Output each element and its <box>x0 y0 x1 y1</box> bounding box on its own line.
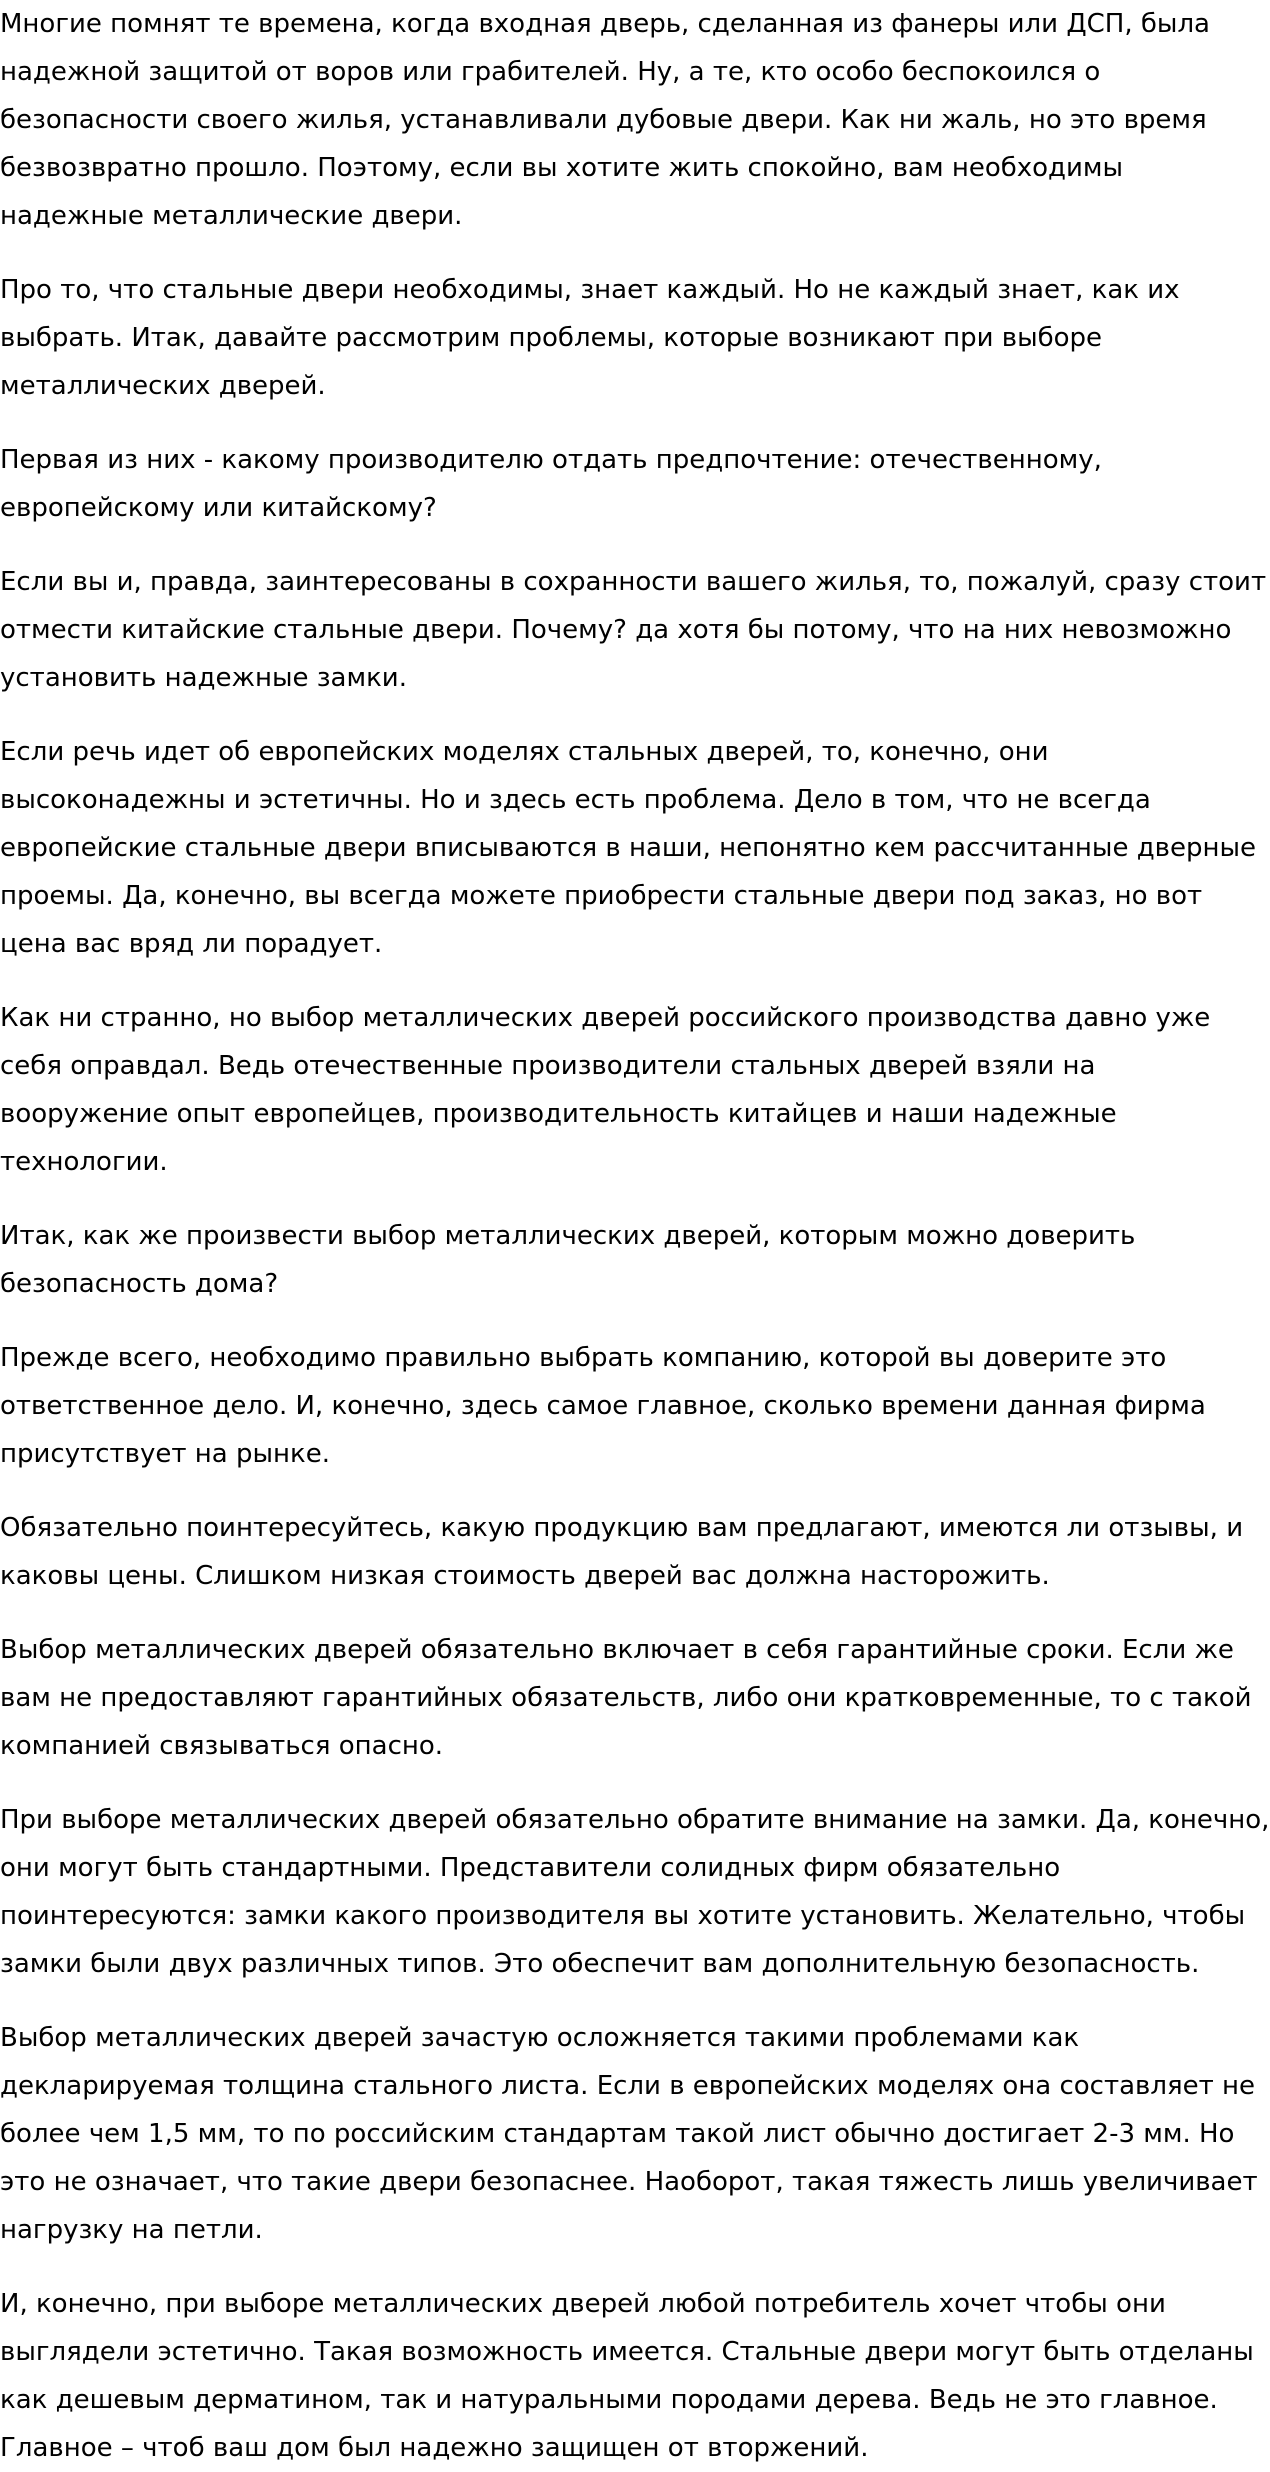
paragraph: Обязательно поинтересуйтесь, какую продукцию вам предлагают, имеются ли отзывы, и каковы цены. Слишком низкая стоимость дверей вас должна насторожить. <box>0 1513 1244 1591</box>
paragraph: Первая из них - какому производителю отдать предпочтение: отечественному, европейскому или китайскому? <box>0 445 1102 523</box>
paragraph: Итак, как же произвести выбор металлических дверей, которым можно доверить безопасность дома? <box>0 1221 1136 1299</box>
paragraph: Как ни странно, но выбор металлических дверей российского производства давно уже себя оправдал. Ведь отечественные производители стальных дверей взяли на вооружение опыт европейцев, производительность китайцев и наши надежные технологии. <box>0 1003 1211 1177</box>
paragraph: Если вы и, правда, заинтересованы в сохранности вашего жилья, то, пожалуй, сразу стоит отмести китайские стальные двери. Почему? да хотя бы потому, что на них невозможно установить надежные замки. <box>0 567 1267 693</box>
paragraph: Многие помнят те времена, когда входная дверь, сделанная из фанеры или ДСП, была надежной защитой от воров или грабителей. Ну, а те, кто особо беспокоился о безопасности своего жилья, устанавливали дубовые двери. Как ни жаль, но это время безвозвратно прошло. Поэтому, если вы хотите жить спокойно, вам необходимы надежные металлические двери. <box>0 9 1210 231</box>
paragraph: Выбор металлических дверей обязательно включает в себя гарантийные сроки. Если же вам не предоставляют гарантийных обязательств, либо они кратковременные, то с такой компанией связываться опасно. <box>0 1635 1252 1761</box>
paragraph: Про то, что стальные двери необходимы, знает каждый. Но не каждый знает, как их выбрать. Итак, давайте рассмотрим проблемы, которые возникают при выборе металлических дверей. <box>0 275 1180 401</box>
paragraph: И, конечно, при выборе металлических дверей любой потребитель хочет чтобы они выглядели эстетично. Такая возможность имеется. Стальные двери могут быть отделаны как дешевым дерматином, так и натуральными породами дерева. Ведь не это главное. Главное – чтоб ваш дом был надежно защищен от вторжений. <box>0 2289 1254 2463</box>
paragraph: Прежде всего, необходимо правильно выбрать компанию, которой вы доверите это ответственное дело. И, конечно, здесь самое главное, сколько времени данная фирма присутствует на рынке. <box>0 1343 1206 1469</box>
paragraph: Выбор металлических дверей зачастую осложняется такими проблемами как декларируемая толщина стального листа. Если в европейских моделях она составляет не более чем 1,5 мм, то по российским стандартам такой лист обычно достигает 2-3 мм. Но это не означает, что такие двери безопаснее. Наоборот, такая тяжесть лишь увеличивает нагрузку на петли. <box>0 2023 1258 2245</box>
paragraph: Если речь идет об европейских моделях стальных дверей, то, конечно, они высоконадежны и эстетичны. Но и здесь есть проблема. Дело в том, что не всегда европейские стальные двери вписываются в наши, непонятно кем рассчитанные дверные проемы. Да, конечно, вы всегда можете приобрести стальные двери под заказ, но вот цена вас вряд ли порадует. <box>0 737 1257 959</box>
paragraph: При выборе металлических дверей обязательно обратите внимание на замки. Да, конечно, они могут быть стандартными. Представители солидных фирм обязательно поинтересуются: замки какого производителя вы хотите установить. Желательно, чтобы замки были двух различных типов. Это обеспечит вам дополнительную безопасность. <box>0 1805 1270 1979</box>
